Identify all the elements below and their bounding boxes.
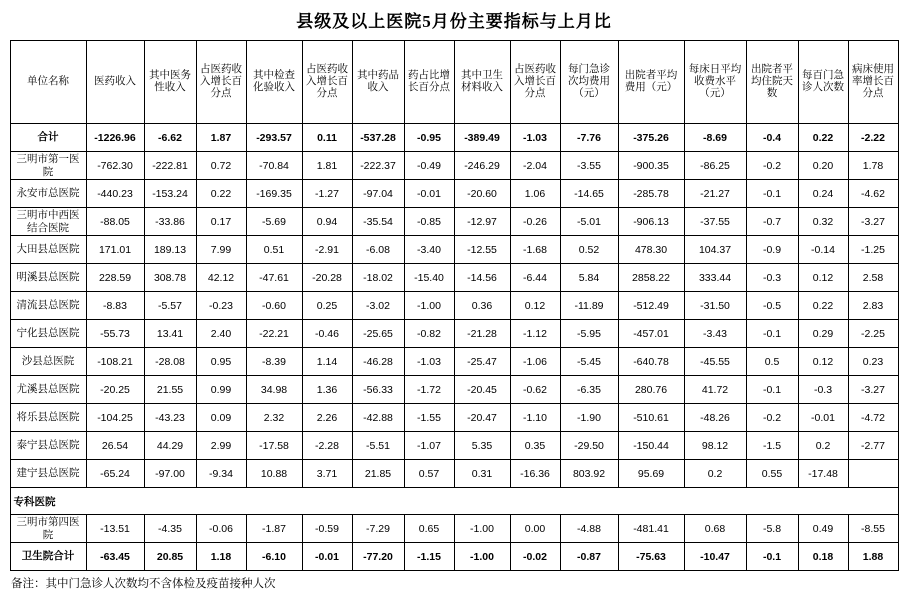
table-cell: -0.23 (196, 292, 246, 320)
table-cell: 0.72 (196, 152, 246, 180)
table-cell: -21.28 (454, 320, 510, 348)
table-row (10, 515, 898, 543)
table-cell: -17.58 (246, 432, 302, 460)
table-cell: 0.2 (798, 432, 848, 460)
table-cell: -0.7 (746, 208, 798, 236)
section-label: 专科医院 (10, 488, 898, 515)
table-cell: -2.22 (848, 124, 898, 152)
table-cell: -0.62 (510, 376, 560, 404)
table-cell: -1.87 (246, 515, 302, 543)
table-row (10, 460, 898, 488)
table-cell: -3.55 (560, 152, 618, 180)
table-cell: -3.40 (404, 236, 454, 264)
page-title: 县级及以上医院5月份主要指标与上月比 (296, 12, 612, 31)
table-row (10, 236, 898, 264)
column-header-15: 病床使用率增长百分点 (848, 41, 898, 124)
table-cell: -63.45 (86, 543, 144, 571)
table-row (10, 208, 898, 236)
table-cell: -0.59 (302, 515, 352, 543)
table-cell: -14.65 (560, 180, 618, 208)
table-cell: 1.36 (302, 376, 352, 404)
table-cell: -1.55 (404, 404, 454, 432)
table-cell: -900.35 (618, 152, 684, 180)
table-cell: 0.11 (302, 124, 352, 152)
table-cell: -1.06 (510, 348, 560, 376)
row-label: 三明市第一医院 (10, 152, 86, 180)
row-label: 合计 (10, 124, 86, 152)
row-label: 宁化县总医院 (10, 320, 86, 348)
table-cell: -37.55 (684, 208, 746, 236)
table-cell: -4.62 (848, 180, 898, 208)
table-cell: -3.43 (684, 320, 746, 348)
table-cell: -46.28 (352, 348, 404, 376)
table-cell: 7.99 (196, 236, 246, 264)
table-cell: 2.58 (848, 264, 898, 292)
column-header-1: 医药收入 (86, 41, 144, 124)
metrics-table (10, 40, 899, 571)
table-cell: -457.01 (618, 320, 684, 348)
table-cell: -1.25 (848, 236, 898, 264)
column-header-9: 占医药收入增长百分点 (510, 41, 560, 124)
table-cell: -11.89 (560, 292, 618, 320)
table-cell: 0.52 (560, 236, 618, 264)
table-cell: 21.55 (144, 376, 196, 404)
table-cell: -0.01 (302, 543, 352, 571)
table-cell: 0.94 (302, 208, 352, 236)
table-cell: 26.54 (86, 432, 144, 460)
table-cell: 0.22 (798, 124, 848, 152)
table-cell: 0.00 (510, 515, 560, 543)
table-cell: -8.83 (86, 292, 144, 320)
table-cell: -7.29 (352, 515, 404, 543)
table-cell: -20.28 (302, 264, 352, 292)
table-cell: -22.21 (246, 320, 302, 348)
table-cell: -1.00 (404, 292, 454, 320)
table-cell: -2.25 (848, 320, 898, 348)
table-cell: -10.47 (684, 543, 746, 571)
table-cell: -5.95 (560, 320, 618, 348)
table-cell: 0.68 (684, 515, 746, 543)
table-row (10, 264, 898, 292)
table-cell: 5.84 (560, 264, 618, 292)
table-cell: 1.87 (196, 124, 246, 152)
table-cell: -4.72 (848, 404, 898, 432)
table-cell: -12.97 (454, 208, 510, 236)
table-cell: 3.71 (302, 460, 352, 488)
table-cell: -3.02 (352, 292, 404, 320)
table-cell: 478.30 (618, 236, 684, 264)
table-cell: -25.47 (454, 348, 510, 376)
table-cell: -510.61 (618, 404, 684, 432)
table-cell: 0.31 (454, 460, 510, 488)
table-cell: 98.12 (684, 432, 746, 460)
table-cell: 0.99 (196, 376, 246, 404)
table-cell: -88.05 (86, 208, 144, 236)
column-header-5: 占医药收入增长百分点 (302, 41, 352, 124)
table-cell: -1.68 (510, 236, 560, 264)
table-cell: -18.02 (352, 264, 404, 292)
table-cell: -0.3 (746, 264, 798, 292)
table-cell: 333.44 (684, 264, 746, 292)
table-cell: 0.57 (404, 460, 454, 488)
table-cell: -7.76 (560, 124, 618, 152)
table-cell: -222.37 (352, 152, 404, 180)
table-cell: -1.27 (302, 180, 352, 208)
table-cell: -43.23 (144, 404, 196, 432)
table-cell: 0.51 (246, 236, 302, 264)
table-cell: -537.28 (352, 124, 404, 152)
table-row (10, 320, 898, 348)
table-cell: -0.1 (746, 376, 798, 404)
table-row (10, 348, 898, 376)
table-cell: 0.12 (798, 348, 848, 376)
table-cell: -0.5 (746, 292, 798, 320)
table-cell: -65.24 (86, 460, 144, 488)
table-cell: -17.48 (798, 460, 848, 488)
table-cell: -0.82 (404, 320, 454, 348)
table-cell: -13.51 (86, 515, 144, 543)
table-cell: -0.60 (246, 292, 302, 320)
table-cell: -1.5 (746, 432, 798, 460)
table-cell: 189.13 (144, 236, 196, 264)
table-cell: 803.92 (560, 460, 618, 488)
row-label: 尤溪县总医院 (10, 376, 86, 404)
table-cell: 95.69 (618, 460, 684, 488)
row-label: 清流县总医院 (10, 292, 86, 320)
table-cell: -20.45 (454, 376, 510, 404)
table-row (10, 292, 898, 320)
table-cell: -31.50 (684, 292, 746, 320)
table-cell: -5.8 (746, 515, 798, 543)
table-cell: 0.32 (798, 208, 848, 236)
table-cell: -1.07 (404, 432, 454, 460)
table-row (10, 404, 898, 432)
table-cell: -6.10 (246, 543, 302, 571)
table-cell: -33.86 (144, 208, 196, 236)
table-cell: -440.23 (86, 180, 144, 208)
table-cell: 0.22 (196, 180, 246, 208)
table-cell: -9.34 (196, 460, 246, 488)
table-cell: 1.78 (848, 152, 898, 180)
table-cell: -6.08 (352, 236, 404, 264)
table-cell: -42.88 (352, 404, 404, 432)
table-row (10, 432, 898, 460)
table-cell: 0.95 (196, 348, 246, 376)
table-cell: 41.72 (684, 376, 746, 404)
table-cell: -0.95 (404, 124, 454, 152)
table-cell: -6.44 (510, 264, 560, 292)
table-cell: -0.3 (798, 376, 848, 404)
table-cell: 0.2 (684, 460, 746, 488)
table-cell: 13.41 (144, 320, 196, 348)
table-cell: -246.29 (454, 152, 510, 180)
table-cell: 171.01 (86, 236, 144, 264)
column-header-6: 其中药品收入 (352, 41, 404, 124)
table-cell: -5.69 (246, 208, 302, 236)
table-cell: -1.00 (454, 543, 510, 571)
row-label: 卫生院合计 (10, 543, 86, 571)
table-cell: 0.17 (196, 208, 246, 236)
table-cell: 2.40 (196, 320, 246, 348)
table-cell: 1.06 (510, 180, 560, 208)
table-cell: 0.20 (798, 152, 848, 180)
row-label: 三明市第四医院 (10, 515, 86, 543)
table-cell: 0.36 (454, 292, 510, 320)
table-cell: -16.36 (510, 460, 560, 488)
header-row (10, 41, 898, 124)
table-cell: -0.1 (746, 320, 798, 348)
table-cell: -906.13 (618, 208, 684, 236)
row-label: 永安市总医院 (10, 180, 86, 208)
table-cell: 0.29 (798, 320, 848, 348)
table-cell: -8.55 (848, 515, 898, 543)
table-cell: -3.27 (848, 376, 898, 404)
table-cell: 280.76 (618, 376, 684, 404)
column-header-12: 每床日平均收费水平（元） (684, 41, 746, 124)
table-cell: -20.60 (454, 180, 510, 208)
table-cell: -12.55 (454, 236, 510, 264)
table-cell: -55.73 (86, 320, 144, 348)
table-cell: 0.18 (798, 543, 848, 571)
table-cell: -45.55 (684, 348, 746, 376)
row-label: 建宁县总医院 (10, 460, 86, 488)
table-cell (848, 460, 898, 488)
table-cell: -0.02 (510, 543, 560, 571)
table-cell: 1.81 (302, 152, 352, 180)
row-label: 泰宁县总医院 (10, 432, 86, 460)
row-label: 将乐县总医院 (10, 404, 86, 432)
table-cell: -8.69 (684, 124, 746, 152)
table-cell: -35.54 (352, 208, 404, 236)
column-header-10: 每门急诊次均费用（元） (560, 41, 618, 124)
table-cell: -5.45 (560, 348, 618, 376)
table-header (10, 41, 898, 124)
table-cell: -70.84 (246, 152, 302, 180)
table-cell: -222.81 (144, 152, 196, 180)
row-label: 大田县总医院 (10, 236, 86, 264)
table-cell: -153.24 (144, 180, 196, 208)
table-cell: -0.49 (404, 152, 454, 180)
table-cell: -640.78 (618, 348, 684, 376)
column-header-11: 出院者平均费用（元） (618, 41, 684, 124)
table-note: 备注：其中门急诊人次数均不含体检及疫苗接种人次 (11, 578, 276, 590)
table-cell: 2.32 (246, 404, 302, 432)
table-cell: -15.40 (404, 264, 454, 292)
table-cell: -762.30 (86, 152, 144, 180)
column-header-3: 占医药收入增长百分点 (196, 41, 246, 124)
table-cell: 0.12 (510, 292, 560, 320)
table-cell: -293.57 (246, 124, 302, 152)
table-cell: -0.2 (746, 404, 798, 432)
table-cell: 2858.22 (618, 264, 684, 292)
column-header-7: 药占比增长百分点 (404, 41, 454, 124)
table-cell: -1.90 (560, 404, 618, 432)
table-cell: -0.1 (746, 180, 798, 208)
table-cell: -0.01 (798, 404, 848, 432)
row-label: 明溪县总医院 (10, 264, 86, 292)
table-cell: -47.61 (246, 264, 302, 292)
table-row (10, 376, 898, 404)
table-cell: -5.01 (560, 208, 618, 236)
table-cell: -1.12 (510, 320, 560, 348)
table-cell: -2.04 (510, 152, 560, 180)
table-cell: -8.39 (246, 348, 302, 376)
table-cell: 308.78 (144, 264, 196, 292)
table-cell: -1.10 (510, 404, 560, 432)
table-cell: -2.28 (302, 432, 352, 460)
table-cell: 1.18 (196, 543, 246, 571)
table-cell: -0.1 (746, 543, 798, 571)
table-cell: 2.26 (302, 404, 352, 432)
table-cell: 104.37 (684, 236, 746, 264)
row-label: 沙县总医院 (10, 348, 86, 376)
table-cell: -2.91 (302, 236, 352, 264)
table-cell: -6.62 (144, 124, 196, 152)
table-cell: -20.25 (86, 376, 144, 404)
table-cell: -6.35 (560, 376, 618, 404)
table-body (10, 124, 898, 571)
table-cell: -481.41 (618, 515, 684, 543)
table-cell: -285.78 (618, 180, 684, 208)
table-cell: -4.88 (560, 515, 618, 543)
table-cell: -0.14 (798, 236, 848, 264)
table-cell: -4.35 (144, 515, 196, 543)
table-cell: -21.27 (684, 180, 746, 208)
column-header-4: 其中检查化验收入 (246, 41, 302, 124)
table-cell: -86.25 (684, 152, 746, 180)
table-row (10, 152, 898, 180)
table-cell: -2.77 (848, 432, 898, 460)
table-cell: -48.26 (684, 404, 746, 432)
table-cell: 0.25 (302, 292, 352, 320)
table-cell: 34.98 (246, 376, 302, 404)
table-cell: -0.26 (510, 208, 560, 236)
table-cell: -0.4 (746, 124, 798, 152)
table-cell: 0.49 (798, 515, 848, 543)
table-cell: -0.85 (404, 208, 454, 236)
table-cell: -14.56 (454, 264, 510, 292)
table-cell: 44.29 (144, 432, 196, 460)
table-cell: -375.26 (618, 124, 684, 152)
section-header-row (10, 488, 898, 515)
table-cell: 0.09 (196, 404, 246, 432)
table-row (10, 180, 898, 208)
table-cell: -97.00 (144, 460, 196, 488)
table-cell: -1.00 (454, 515, 510, 543)
table-cell: -512.49 (618, 292, 684, 320)
column-header-13: 出院者平均住院天数 (746, 41, 798, 124)
table-row-total (10, 543, 898, 571)
table-cell: -0.2 (746, 152, 798, 180)
table-cell: -5.57 (144, 292, 196, 320)
table-cell: 20.85 (144, 543, 196, 571)
table-cell: -0.01 (404, 180, 454, 208)
table-cell: 2.99 (196, 432, 246, 460)
table-cell: 0.35 (510, 432, 560, 460)
table-cell: -1.72 (404, 376, 454, 404)
table-cell: 228.59 (86, 264, 144, 292)
table-cell: 0.55 (746, 460, 798, 488)
table-cell: 0.24 (798, 180, 848, 208)
table-cell: -56.33 (352, 376, 404, 404)
row-label: 三明市中西医结合医院 (10, 208, 86, 236)
table-cell: 42.12 (196, 264, 246, 292)
table-cell: -0.46 (302, 320, 352, 348)
table-cell: -1.03 (404, 348, 454, 376)
table-cell: -25.65 (352, 320, 404, 348)
table-cell: -0.06 (196, 515, 246, 543)
table-cell: -3.27 (848, 208, 898, 236)
table-cell: 1.88 (848, 543, 898, 571)
table-cell: -28.08 (144, 348, 196, 376)
table-cell: -1.03 (510, 124, 560, 152)
table-cell: -108.21 (86, 348, 144, 376)
table-cell: 2.83 (848, 292, 898, 320)
table-cell: -1.15 (404, 543, 454, 571)
table-cell: -0.9 (746, 236, 798, 264)
table-cell: -104.25 (86, 404, 144, 432)
table-cell: 0.22 (798, 292, 848, 320)
table-cell: -97.04 (352, 180, 404, 208)
table-cell: 0.12 (798, 264, 848, 292)
table-cell: 0.23 (848, 348, 898, 376)
table-cell: -77.20 (352, 543, 404, 571)
table-cell: -150.44 (618, 432, 684, 460)
table-cell: -20.47 (454, 404, 510, 432)
table-cell: 0.65 (404, 515, 454, 543)
column-header-14: 每百门急诊人次数 (798, 41, 848, 124)
table-cell: -169.35 (246, 180, 302, 208)
table-cell: 0.5 (746, 348, 798, 376)
table-cell: -29.50 (560, 432, 618, 460)
table-cell: -0.87 (560, 543, 618, 571)
table-cell: -389.49 (454, 124, 510, 152)
table-cell: 1.14 (302, 348, 352, 376)
table-row (10, 124, 898, 152)
column-header-0: 单位名称 (10, 41, 86, 124)
column-header-8: 其中卫生材料收入 (454, 41, 510, 124)
table-cell: 10.88 (246, 460, 302, 488)
table-cell: 21.85 (352, 460, 404, 488)
table-cell: -75.63 (618, 543, 684, 571)
column-header-2: 其中医务性收入 (144, 41, 196, 124)
table-cell: -5.51 (352, 432, 404, 460)
table-cell: -1226.96 (86, 124, 144, 152)
table-cell: 5.35 (454, 432, 510, 460)
